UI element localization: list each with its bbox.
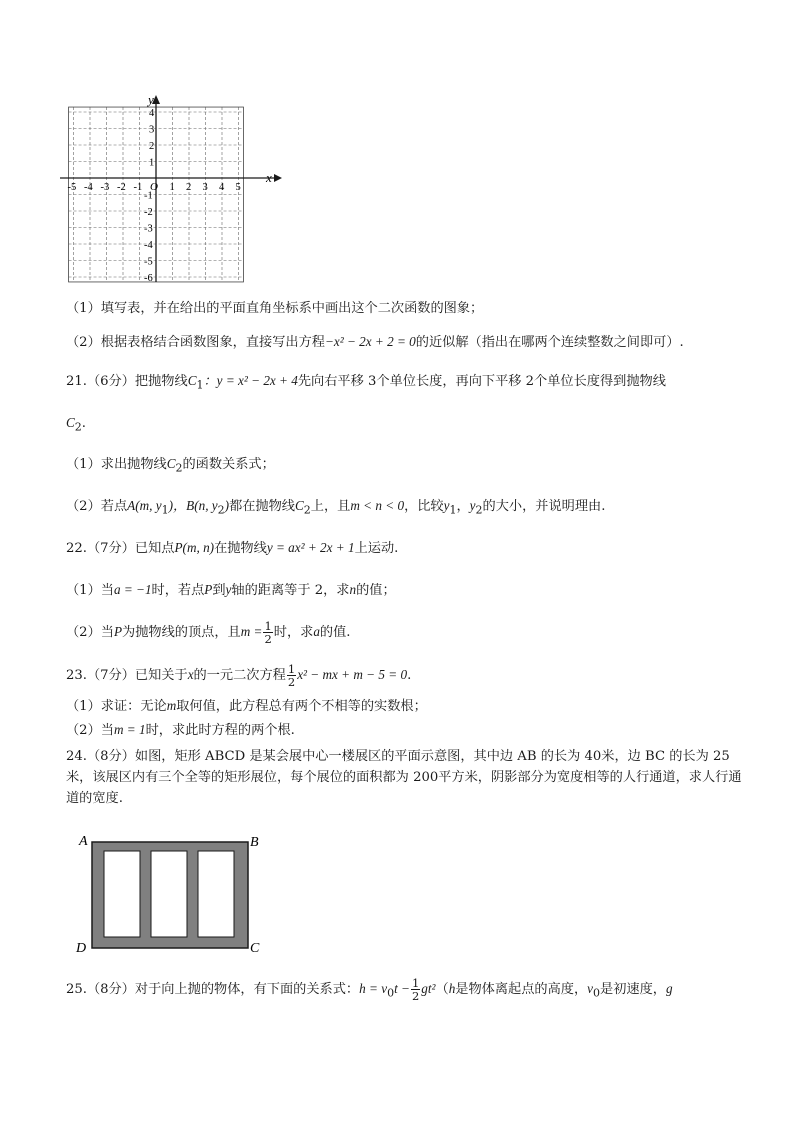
q22-part2-mid2: 时，求 [273, 625, 314, 640]
x-axis-arrow-icon [274, 174, 282, 182]
q23-part1-pre: （1）求证：无论 [66, 699, 167, 714]
q23-fraction-num: 1 [287, 662, 296, 676]
q21-c1-sub: 1 [196, 378, 204, 392]
x-tick-label: 3 [202, 182, 208, 193]
q25-stem-mid: （ [435, 982, 449, 997]
q22-part1-mid2: 到 [212, 583, 226, 598]
q22-stem-pre: 22.（7分）已知点 [66, 541, 175, 556]
q22-stem-mid: 在抛物线 [214, 541, 267, 556]
q21-stem-end: . [81, 416, 86, 431]
q21-part1 [66, 455, 744, 478]
q23-stem-mid: 的一元二次方程 [193, 668, 286, 683]
q21-stem [66, 372, 744, 395]
q21-point-b-end: ) [224, 498, 230, 513]
q21-point-b: B(n, y [186, 498, 218, 513]
tick-labels [68, 108, 241, 284]
q25-h: h [448, 981, 456, 996]
q25-fraction-num: 1 [411, 976, 420, 990]
q21-part1-c-sub: 2 [175, 461, 183, 475]
q23-fraction [287, 663, 296, 688]
x-tick-label: -1 [133, 182, 143, 193]
x-tick-label: -2 [117, 182, 126, 193]
q21-part2-mid: 都在抛物线 [229, 499, 295, 514]
x-tick-label: 2 [186, 182, 192, 193]
q22-part1 [66, 581, 744, 600]
q20-part1: （1）填写表，并在给出的平面直角坐标系中画出这个二次函数的图象； [66, 301, 484, 316]
q21-y1-sub: 1 [449, 503, 457, 517]
label-d: D [76, 941, 87, 956]
q23-part2-pre: （2）当 [66, 723, 114, 738]
q21-point-a-sub: 1 [161, 503, 169, 517]
q25-eq1: h = v [359, 981, 388, 996]
q22-fraction-num: 1 [264, 619, 272, 633]
x-tick-label: 5 [235, 182, 241, 193]
q25-g: g [665, 981, 673, 996]
q25-eq1-sub: 0 [387, 986, 395, 1000]
q21-part2-mid2: 上，且 [310, 499, 351, 514]
booth-3 [198, 851, 234, 937]
q21-c2-sub: 2 [74, 420, 82, 434]
q22-part2-mid: 为抛物线的顶点，且 [122, 625, 241, 640]
q21-y2: y [469, 498, 476, 513]
q22-fraction [263, 620, 272, 645]
q25-stem [66, 977, 744, 1003]
q22-equation: y = ax² + 2x + 1 [266, 540, 355, 555]
y-tick-label: -5 [144, 256, 153, 268]
q21-part2-post: ，比较 [404, 499, 444, 514]
q22-point: P(m, n) [174, 540, 215, 555]
q21-y1: y [443, 498, 450, 513]
q22-part1-n: n [349, 582, 357, 597]
q22-stem [66, 539, 744, 558]
y-axis-label: y [148, 92, 154, 107]
x-tick-label: 1 [169, 182, 175, 193]
label-a: A [79, 834, 88, 849]
q25-eq2: gt² [421, 981, 436, 996]
q23-stem [66, 663, 744, 688]
q20-part2 [66, 333, 744, 352]
q23-part1-post: 取何值，此方程总有两个不相等的实数根； [176, 699, 427, 714]
q20-part2-equation: −x² − 2x + 2 = 0 [324, 334, 416, 349]
q25-fraction [411, 977, 420, 1002]
q25-eq1-t: t − [394, 981, 410, 996]
y-tick-label: 1 [149, 157, 155, 169]
q25-stem-pre: 25.（8分）对于向上抛的物体，有下面的关系式： [66, 982, 360, 997]
q22-part2-pre: （2）当 [66, 625, 114, 640]
q24-text: 24.（8分）如图，矩形 ABCD 是某会展中心一楼展区的平面示意图，其中边 AB 的长为 40米，边 BC 的长为 25米，该展区内有三个全等的矩形展位，每个展位的面积都为 200平方米，阴影部分为宽度相等的人行通道，求人行通道的宽度. [66, 749, 742, 806]
q25-v-sub: 0 [593, 986, 601, 1000]
booth-2 [151, 851, 187, 937]
q23-part2-condition: m = 1 [113, 722, 146, 737]
y-tick-label: 3 [149, 124, 155, 136]
x-tick-label: -4 [84, 182, 93, 193]
q22-part1-y: y [225, 582, 232, 597]
y-tick-label: -3 [144, 223, 153, 235]
q23-fraction-den: 2 [287, 675, 296, 689]
q23-x: x [187, 667, 194, 682]
y-tick-label: -4 [144, 240, 153, 251]
q22-part1-pre: （1）当 [66, 583, 114, 598]
q21-stem-cont [66, 414, 744, 437]
q23-part2-post: 时，求此时方程的两个根. [145, 723, 295, 738]
q25-v: v [587, 981, 594, 996]
q23-equation: x² − mx + m − 5 = 0 [297, 667, 408, 682]
q22-part1-mid: 时，若点 [151, 583, 205, 598]
label-b: B [250, 835, 259, 850]
q22-part1-mid3: 轴的距离等于 2，求 [231, 583, 350, 598]
y-tick-label: 4 [149, 108, 155, 119]
q23-part1-m: m [166, 698, 177, 713]
origin-label: O [150, 181, 158, 193]
exhibition-floor-plan [72, 830, 272, 960]
q21-point-a-end: )， [168, 498, 187, 513]
q22-part2-m: m = [240, 624, 263, 639]
q23-part2 [66, 721, 744, 740]
q25-fraction-den: 2 [411, 989, 420, 1003]
q21-c1: C [187, 373, 197, 388]
y-tick-label: 2 [149, 141, 155, 152]
q22-part2-post: 的值. [319, 625, 351, 640]
q25-stem-mid3: 是初速度， [600, 982, 666, 997]
q21-part2 [66, 497, 744, 520]
q23-part1 [66, 697, 744, 716]
q21-part2-c-sub: 2 [303, 503, 311, 517]
q25-stem-mid2: 是物体离起点的高度， [455, 982, 588, 997]
coordinate-grid [60, 92, 290, 292]
q21-part2-pre: （2）若点 [66, 499, 128, 514]
q21-part1-pre: （1）求出抛物线 [66, 457, 167, 472]
q22-part2-p: P [113, 624, 123, 639]
q22-part1-p: P [204, 582, 213, 597]
x-axis-label: x [266, 170, 272, 185]
q23-stem-pre: 23.（7分）已知关于 [66, 668, 188, 683]
q23-stem-post: . [407, 668, 412, 683]
q21-comma: ， [456, 499, 470, 514]
q22-part2-a: a [313, 624, 320, 639]
y-tick-label: -1 [144, 190, 153, 202]
y-tick-label: -6 [144, 273, 153, 284]
q21-stem-post: 先向右平移 3个单位长度，再向下平移 2个单位长度得到抛物线 [297, 374, 666, 389]
q21-c2: C [66, 415, 75, 430]
q21-y2-sub: 2 [475, 503, 483, 517]
q20-part2-pre: （2）根据表格结合函数图象，直接写出方程 [66, 335, 325, 350]
q22-part1-condition: a = −1 [113, 582, 152, 597]
q21-stem-equation: ：y = x² − 2x + 4 [203, 373, 298, 388]
q21-part2-end: 的大小，并说明理由. [482, 499, 606, 514]
y-tick-label: -2 [144, 207, 153, 218]
booth-1 [104, 851, 140, 937]
q20-part2-post: 的近似解（指出在哪两个连续整数之间即可）. [415, 335, 684, 350]
x-tick-label: -3 [100, 182, 110, 193]
label-c: C [250, 941, 260, 956]
q21-part1-post: 的函数关系式； [182, 457, 275, 472]
q22-part1-post: 的值； [356, 583, 396, 598]
q21-point-b-sub: 2 [217, 503, 225, 517]
q22-fraction-den: 2 [264, 632, 272, 646]
q21-part1-c: C [166, 456, 176, 471]
x-tick-label: 4 [219, 182, 225, 193]
q22-part2 [66, 620, 744, 645]
q21-part2-condition: m < n < 0 [350, 498, 405, 513]
q21-point-a: A(m, y [127, 498, 162, 513]
x-tick-label: -5 [67, 182, 77, 193]
q21-part2-c: C [295, 498, 304, 513]
q21-stem-pre: 21.（6分）把抛物线 [66, 374, 188, 389]
q22-stem-post: 上运动. [354, 541, 399, 556]
